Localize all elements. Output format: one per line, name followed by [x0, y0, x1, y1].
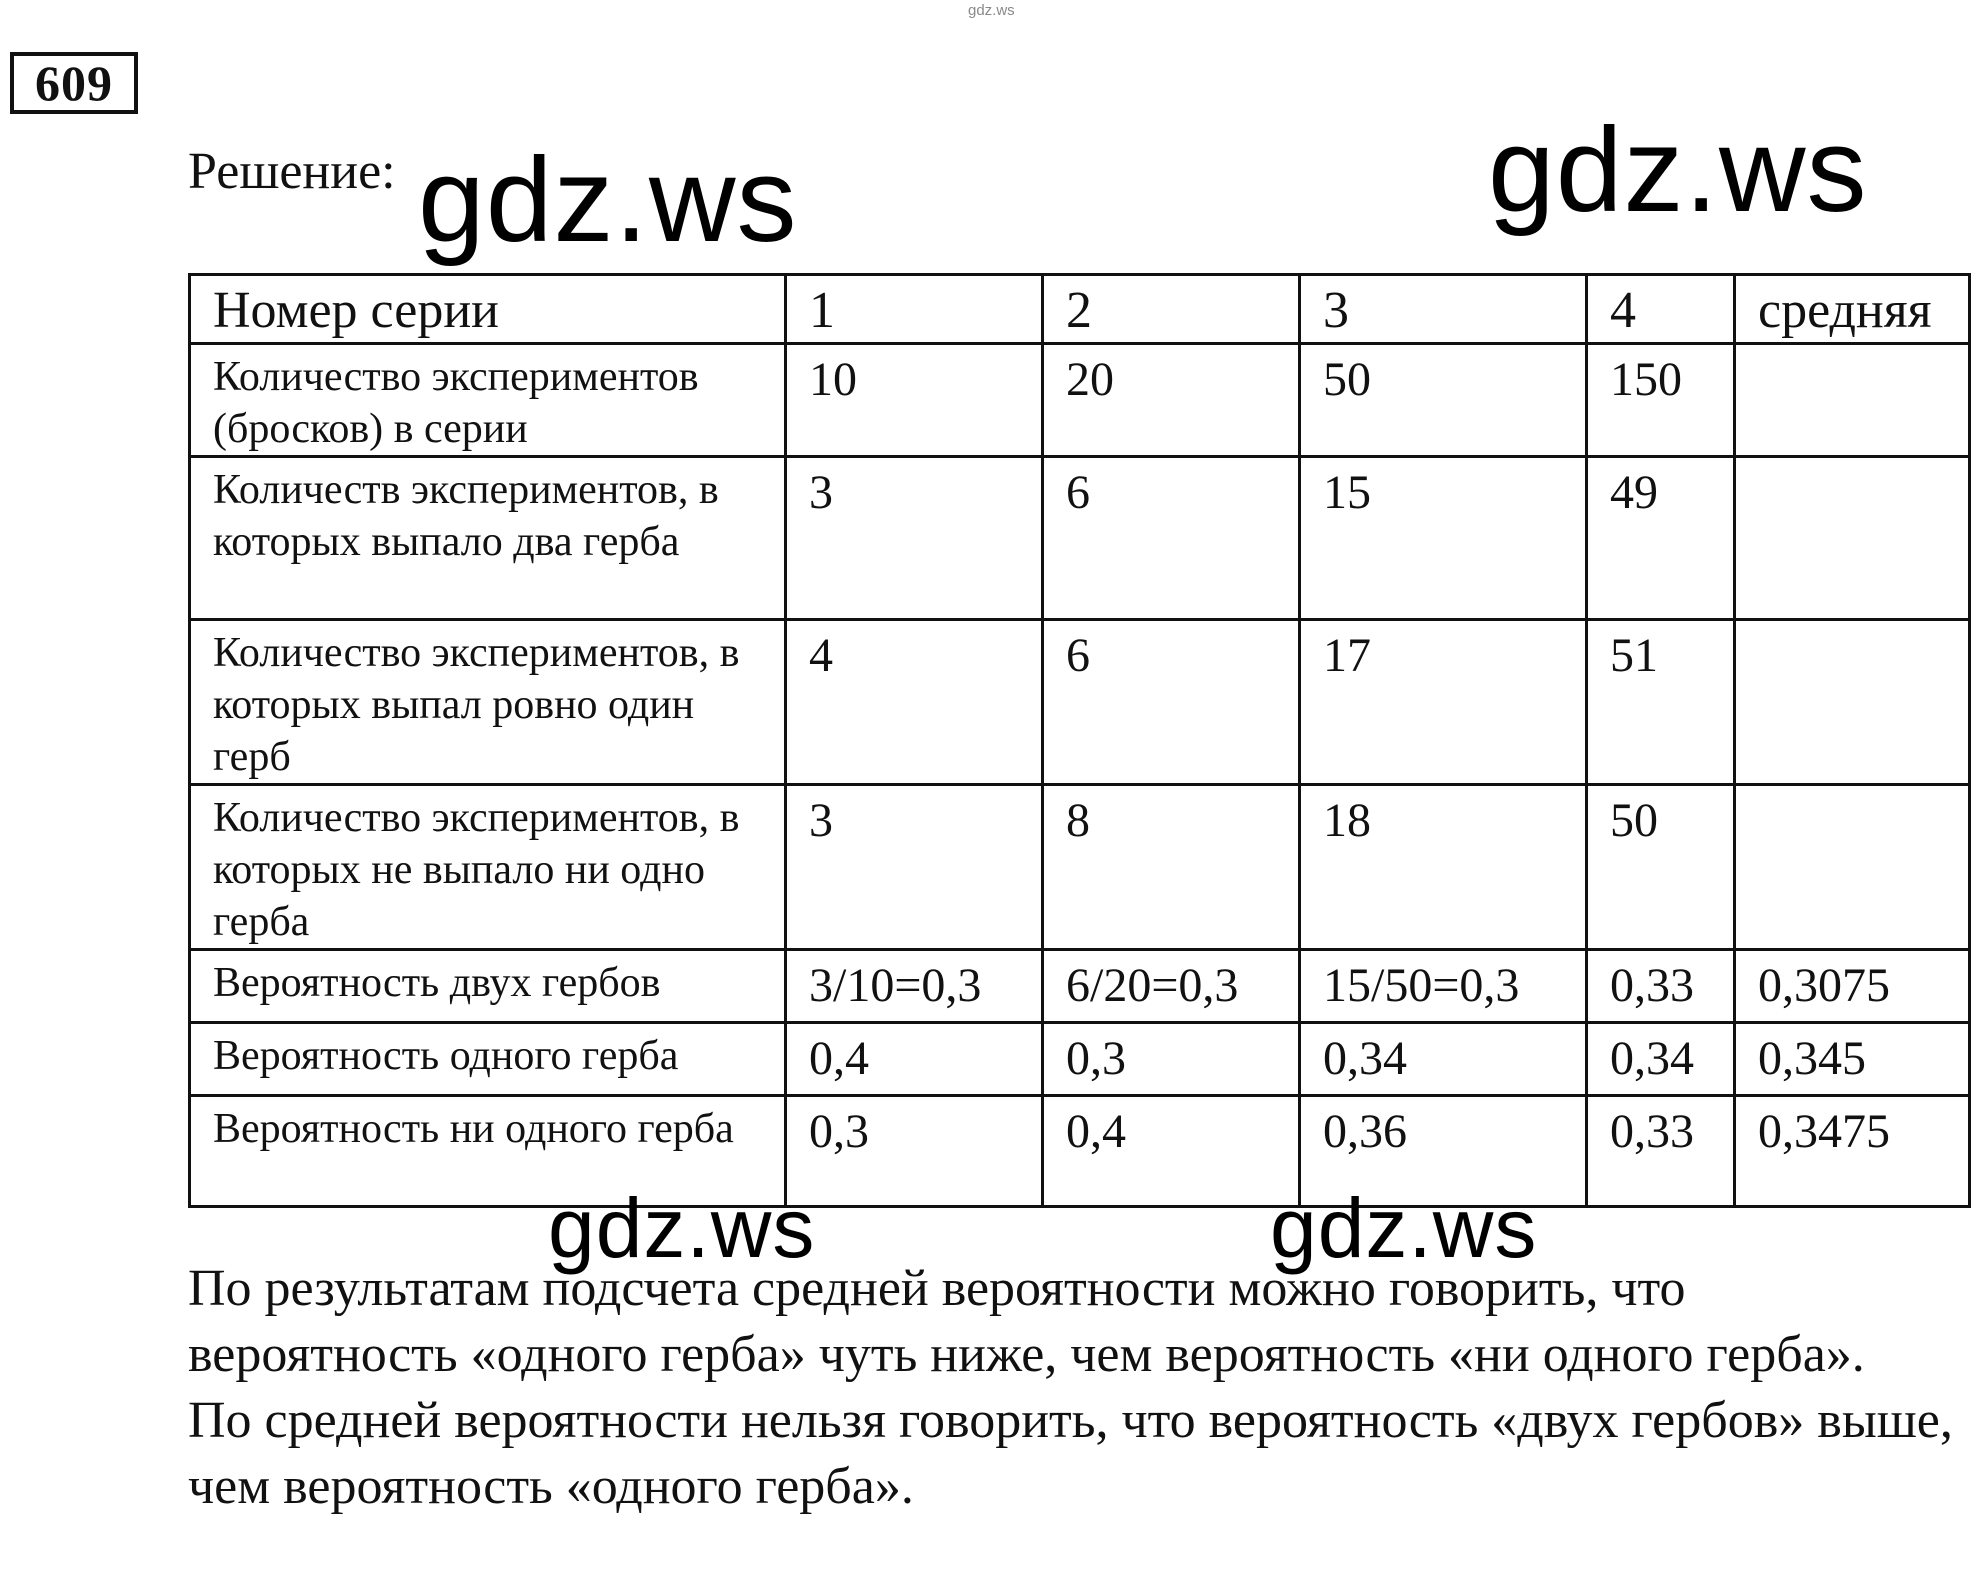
row-label: Вероятность ни одного герба	[190, 1096, 786, 1207]
table-cell: 0,33	[1587, 950, 1735, 1023]
row-label: Количество экспериментов, в которых не выпало ни одно герба	[190, 785, 786, 950]
table-header-cell: 2	[1043, 275, 1300, 344]
table-cell: 50	[1300, 344, 1587, 457]
table-cell: 150	[1587, 344, 1735, 457]
top-watermark: gdz.ws	[968, 2, 1015, 19]
table-cell: 17	[1300, 620, 1587, 785]
conclusion-paragraph: По средней вероятности нельзя говорить, что вероятность «двух гербов» выше, чем вероятность «одного герба».	[188, 1392, 1953, 1515]
table-header-row	[190, 275, 1970, 344]
table-cell: 8	[1043, 785, 1300, 950]
table-cell: 0,36	[1300, 1096, 1587, 1207]
row-label: Вероятность двух гербов	[190, 950, 786, 1023]
table-cell: 0,34	[1300, 1023, 1587, 1096]
table-cell: 0,3	[1043, 1023, 1300, 1096]
table-cell: 0,3075	[1735, 950, 1970, 1023]
table-row	[190, 620, 1970, 785]
solution-label: Решение:	[188, 143, 396, 200]
conclusion-text	[188, 1256, 1958, 1520]
watermark-logo: gdz.ws	[1488, 103, 1868, 237]
row-label: Вероятность одного герба	[190, 1023, 786, 1096]
table-cell: 0,4	[1043, 1096, 1300, 1207]
watermark-logo: gdz.ws	[418, 133, 798, 267]
table-cell: 51	[1587, 620, 1735, 785]
table-cell: 0,3475	[1735, 1096, 1970, 1207]
table-row	[190, 457, 1970, 620]
table-cell: 4	[786, 620, 1043, 785]
table-cell: 18	[1300, 785, 1587, 950]
table-cell: 0,33	[1587, 1096, 1735, 1207]
table-cell: 6/20=0,3	[1043, 950, 1300, 1023]
row-label: Количество экспериментов, в которых выпал ровно один герб	[190, 620, 786, 785]
table-cell	[1735, 344, 1970, 457]
table-cell: 3	[786, 457, 1043, 620]
table-cell: 15/50=0,3	[1300, 950, 1587, 1023]
table-cell: 10	[786, 344, 1043, 457]
table-cell: 6	[1043, 457, 1300, 620]
table-header-cell: Номер серии	[190, 275, 786, 344]
table-cell	[1735, 457, 1970, 620]
table-cell: 0,34	[1587, 1023, 1735, 1096]
table-cell: 15	[1300, 457, 1587, 620]
watermark-logo: gdz.ws	[1270, 1181, 1538, 1275]
table-cell: 0,4	[786, 1023, 1043, 1096]
table-cell: 0,345	[1735, 1023, 1970, 1096]
table-cell: 3/10=0,3	[786, 950, 1043, 1023]
table-cell: 20	[1043, 344, 1300, 457]
table-cell: 0,3	[786, 1096, 1043, 1207]
table-header-cell: 4	[1587, 275, 1735, 344]
table-cell	[1735, 620, 1970, 785]
table-row	[190, 950, 1970, 1023]
task-number-badge: 609	[10, 52, 138, 114]
watermark-logo: gdz.ws	[548, 1181, 816, 1275]
table-header-cell: средняя	[1735, 275, 1970, 344]
conclusion-paragraph: По результатам подсчета средней вероятности можно говорить, что вероятность «одного герба» чуть ниже, чем вероятность «ни одного герба».	[188, 1260, 1865, 1383]
table-row	[190, 1096, 1970, 1207]
table-header-cell: 3	[1300, 275, 1587, 344]
table-row	[190, 785, 1970, 950]
table-row	[190, 1023, 1970, 1096]
table-cell: 50	[1587, 785, 1735, 950]
table-cell: 49	[1587, 457, 1735, 620]
table-header-cell: 1	[786, 275, 1043, 344]
table-cell	[1735, 785, 1970, 950]
table-cell: 6	[1043, 620, 1300, 785]
table-row	[190, 344, 1970, 457]
results-table	[188, 273, 1971, 1208]
row-label: Количество экспериментов (бросков) в серии	[190, 344, 786, 457]
table-cell: 3	[786, 785, 1043, 950]
row-label: Количеств экспериментов, в которых выпало два герба	[190, 457, 786, 620]
